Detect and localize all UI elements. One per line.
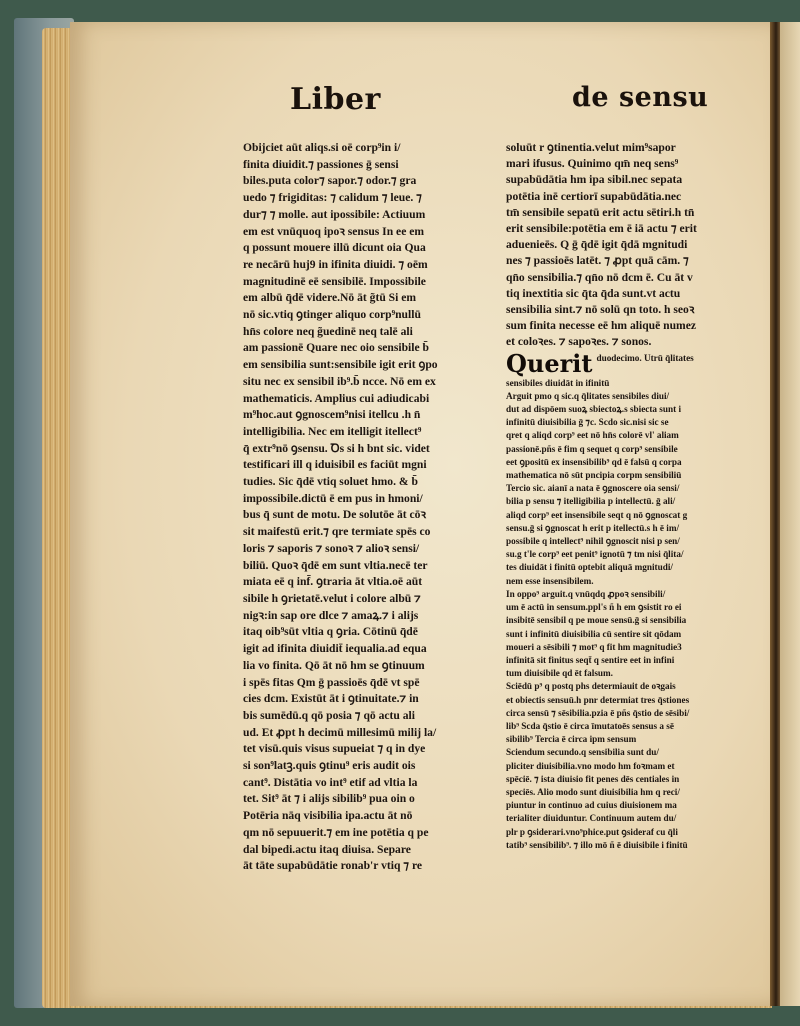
text-line: Tercio sic. aianī a nata ē ꝯgnoscere oia sensi/ [506,483,680,494]
text-line: plr p ꝯsiderari.vno⁹phice.put ꝯsideraf cu q̄li [506,826,678,837]
text-line: lia vo finita. Qō āt nō hm se ꝯtinuum [243,658,425,672]
text-line: biliū. Quoꝛ q̄dē em sunt vltia.necē ter [243,558,428,572]
facing-page-edge [780,22,800,1006]
text-line: tet visū.quis visus supueiat ⁊ q in dye [243,742,426,756]
text-line: et obiectis sensuū.h pnr determiat tres q̄stiones [506,694,690,705]
text-line: et coloꝛes. ⁊ sapoꝛes. ⁊ sonos. [506,335,652,349]
text-line: situ nec ex sensibil ib⁹.b̄ ncce. Nō em ex [243,374,436,388]
text-line: mari ifusus. Quinimo qm̄ neq sens⁹ [506,157,679,171]
text-line: nō sic.vtiq ꝯtinger aliquo corp⁹nullū [243,308,421,322]
text-line: terialiter diuiduntur. Continuum autem du/ [506,813,677,824]
text-line: uedo ⁊ frigiditas: ⁊ calidum ⁊ leue. ⁊ [243,191,422,205]
text-line: tes diuidāt i finitū optebit aliquā mgnitudi/ [506,562,673,573]
text-line: insibitē sensibil q pe moue sensū.ḡ si sensibilia [506,615,687,626]
text-line: testificari ill q iduisibil es faciūt mgni [243,458,427,472]
text-line: aduenieēs. Q ḡ q̄dē igit q̄dā mgnitudi [506,238,688,252]
text-line: tm̄ sensibile sepatū erit actu sētiri.h tn̄ [506,205,695,219]
text-line: am passionē Quare nec oio sensibile b̄ [243,341,429,355]
text-line: dal bipedi.actu itaq diuisa. Separe [243,842,411,856]
text-line: speciēs. Alio modo sunt diuisibilia hm q reci/ [506,786,680,797]
text-line: nem esse insensibilem. [506,575,594,586]
text-line: ud. Et ꝓpt h decimū millesimū milij la/ [243,725,437,739]
text-line: Sciendum secundo.q sensibilia sunt du/ [506,747,659,758]
quaestio-heading [506,348,768,378]
running-head-left: Liber [290,82,381,117]
text-line: soluūt r ꝯtinentia.velut mim⁹sapor [506,141,676,154]
text-line: mathematicis. Amplius cui adiudicabi [243,391,430,405]
text-line: aliqd corp⁹ eet insensibile seqt q nō ꝯgnoscat g [506,509,688,520]
text-line: tiq inextitia sic q̄ta q̄da sunt.vt actu [506,286,681,300]
text-line: erit sensibile:potētia em ē iā actu ⁊ erit [506,222,697,236]
text-line: bis sumēdū.q qō posia ⁊ qō actu ali [243,708,415,722]
text-line: cies dcm. Existūt āt i ꝯtinuitate.⁊ in [243,692,419,706]
running-head-right: de sensu [572,82,709,113]
text-line: spēciē. ⁊ ista diuisio fit penes dēs centiales in [506,773,680,784]
text-line: infinitā sit finitus seqt̄ q sentire eet in infini [506,654,675,665]
text-line: Obijciet aūt aliqs.si oē corp⁹in i/ [243,141,401,154]
text-line: intelligibilia. Nec em itelligit itellect⁹ [243,424,422,438]
text-line: tudies. Sic q̄dē vtiq soluet hmo. & b̄ [243,475,418,489]
text-line: qm nō sepuuerit.⁊ em ine potētia q pe [243,825,429,839]
text-line: dur⁊ ⁊ molle. aut ipossibile: Actiuum [243,207,426,221]
text-line: tatib⁹ sensibilib⁹. ⁊ illo mō ñ ē diuisibile i finitū [506,839,688,850]
text-line: nes ⁊ passioēs latēt. ⁊ ꝓpt quā cām. ⁊ [506,254,689,268]
text-line: sensibilia sint.⁊ nō solū qn toto. h seoꝛ [506,303,695,317]
text-line: Potēria nāq visibilia ipa.actu āt nō [243,809,413,823]
text-line: moueri a sēsibili ⁊ mot⁹ q fit hm magnitudie3 [506,641,682,652]
right-column-lower-text [506,377,768,852]
text-line: hn̄s colore neq g̃uedinē neq talē ali [243,324,413,338]
text-line: bus q̄ sunt de motu. De solutōe āt cōꝛ [243,508,426,522]
text-line: infinitū diuisibilia ḡ ⁊c. Scdo sic.nisi sic se [506,417,669,428]
text-line: igit ad ifinita diuidit̄ iequalia.ad equa [243,642,427,656]
text-line: bilia p sensu ⁊ itelligibilia p intellectū. ḡ ali/ [506,496,676,507]
text-line: q possunt mouere illū dicunt oia Qua [243,241,426,255]
text-line: nigꝛ:in sap ore dlce ⁊ amaꝝ.⁊ i alijs [243,608,419,622]
text-line: dut ad dispōem suoꝝ sbiectoꝝ.s sbiecta sunt i [506,404,682,415]
text-line: magnitudinē eē sensibilē. Impossibile [243,274,426,288]
text-line: qret q aliqd corp⁹ eet nō hn̄s colorē vl' aliam [506,430,679,441]
text-line: em est vnūquoq ipoꝛ sensus In ee em [243,224,425,238]
text-line: Arguit pmo q sic.q q̄litates sensibiles diui/ [506,390,670,401]
text-line: In oppo⁹ arguit.q vnūqdq ꝓpoꝛ sensibili/ [506,588,666,599]
text-line: itaq oib⁹sūt vltia q ꝯria. Cōtinū q̄dē [243,625,418,639]
left-text-column [243,140,499,875]
text-line: pliciter diuisibilia.vno modo hm foꝛmam et [506,760,675,771]
text-line: piuntur in continuo ad cuius diuisionem ma [506,800,677,811]
text-line: sibilib⁹ Tercia ē circa ipm sensum [506,734,637,745]
right-column-upper-text [506,140,768,351]
text-line: m⁹hoc.aut ꝯgnoscem⁹nisi itellcu .h n̄ [243,408,421,422]
text-line: possibile q intellect⁹ nihil ꝯgnoscit nisi p sen/ [506,536,680,547]
text-line: cant⁹. Distātia vo int⁹ etif ad vltia la [243,775,418,789]
text-line: um ē actū in sensum.ppl's ñ h em ꝯsistit ro ei [506,602,682,613]
text-line: re necārū huj9 in ifinita diuidi. ⁊ oēm [243,257,428,271]
text-line: em sensibilia sunt:sensibile igit erit ꝯpo [243,358,438,372]
text-line: tet. Sit⁹ āt ⁊ i alijs sibilib⁹ pua oin o [243,792,415,806]
text-line: lib⁹ Scda q̄stio ē circa īmutatoēs sensus a sē [506,720,674,731]
text-line: q̄ extr⁹nō ꝯsensu. Ꝺs si h bnt sic. videt [243,441,430,455]
quaestio-title-start: duodecimo. Utrū q̄litates [596,352,694,363]
text-line: āt tāte supabūdātie ronab'r vtiq ⁊ re [243,859,423,873]
text-line: su.g t'le corp⁹ eet penit⁹ ignotū ⁊ tm nisi q̄lita/ [506,549,684,560]
text-line: sit maifestū erit.⁊ qre termiate spēs co [243,525,431,539]
text-line: qn̄o sensibilia.⁊ qn̄o nō dcm ē. Cu āt v [506,270,693,284]
text-line: potētia inē certiorī supabūdātia.nec [506,189,682,203]
text-line: impossibile.dictū ē em pus in hmoni/ [243,491,423,505]
text-line: sibile h ꝯrietatē.velut i colore albū ⁊ [243,591,421,605]
text-line: Sciēdū p⁹ q postq phs determiauit de oꝛgais [506,681,676,692]
right-text-column [506,140,768,852]
text-line: passionē.pñs ē fim q sequet q corp⁹ sensibile [506,443,678,454]
text-line: sensu.ḡ si ꝯgnoscat h erit p itellectū.s h ē im/ [506,522,680,533]
book-gutter [770,22,780,1006]
text-line: tum diuisibile qd ēt falsum. [506,668,613,679]
text-line: miata eē q inf̄. ꝯtraria āt vltia.oē aūt [243,575,423,589]
text-line: i spēs fitas Qm ḡ passioēs q̄dē vt spē [243,675,420,689]
text-line: mathematica nō sūt pncipia corpm sensibiliū [506,470,682,481]
text-line: finita diuidit.⁊ passiones ḡ sensi [243,157,399,171]
text-line: supabūdātia hm ipa sibil.nec sepata [506,173,683,187]
text-line: sensibiles diuidāt in ifinitū [506,377,610,388]
text-line: circa sensū ⁊ sēsibilia.pzia ē pñs q̄stio de sēsibi/ [506,707,690,718]
text-line: sum finita necesse eē hm aliquē numez [506,319,696,333]
text-line: si son⁹latꝫ.quis ꝯtinu⁹ eris audit ois [243,759,416,773]
text-line: eet ꝯpositū ex insensibilib⁹ qd ē falsū q corpa [506,456,682,467]
text-line: biles.puta color⁊ sapor.⁊ odor.⁊ gra [243,174,417,188]
text-line: em albū q̄dē videre.Nō āt g̃tū Si em [243,291,417,305]
text-line: sunt i infinitū diuisibilia cū sentire sit qōdam [506,628,682,639]
text-line: loris ⁊ saporis ⁊ sonoꝛ ⁊ alioꝛ sensi/ [243,541,420,555]
quaerit-initial-word: Querit [506,348,593,378]
